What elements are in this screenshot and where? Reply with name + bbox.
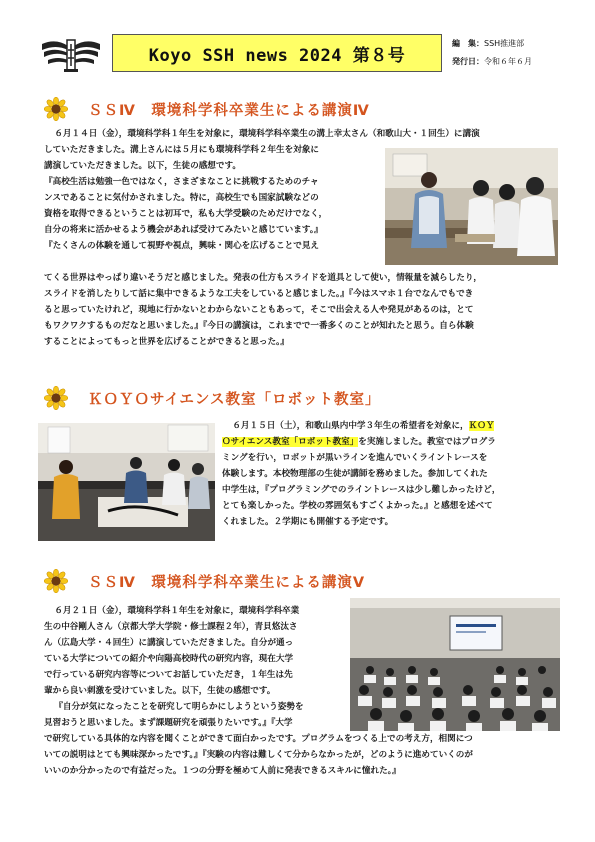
section-1-title: ＳＳⅣ 環境科学科卒業生による講演Ⅳ: [88, 102, 370, 119]
text-line: ん（広島大学・４回生）に講演していただきました。自分が通っ: [44, 638, 294, 648]
text-line: ると思っていたけれど，現地に行かないとわからないこともあって，そこで出会える人や発見があるのは，とて: [44, 305, 474, 315]
text-segment: ６月１５日（土），和歌山県内中学３年生の希望者を対象に，: [232, 421, 469, 431]
text-line: 生の中谷剛人さん（京都大学大学院・修士課程２年），青貝悠汰さ: [44, 622, 298, 632]
text-line: で研究している具体的な内容を聞くことができて面白かったです。プログラムをつくる上での考え方，相関につ: [44, 734, 473, 744]
text-line: てくる世界はやっぱり違いそうだと感じました。発表の仕方もスライドを道具として使い，情報量を減らしたり，: [44, 273, 483, 283]
text-line: 『たくさんの体験を通して視野や視点，興味・関心を広げることで見え: [44, 241, 320, 251]
text-line: 輩から良い刺激を受けていました。以下，生徒の感想です。: [44, 686, 276, 696]
text-line: 講演していただきました。以下，生徒の感想です。: [44, 161, 241, 171]
text-line: もワクワクするものだなと思いました。』『今日の講演は，これまでで一番多くのことが知れたと思う。自ら体験: [44, 321, 474, 331]
newsletter-title: Koyo SSH news 2024 第８号: [112, 34, 442, 72]
lecture-hall-photo: [350, 598, 560, 731]
text-line: 体験します。本校物理部の生徒が講師を務めました。参加してくれた: [222, 469, 488, 479]
editor-value: SSH推進部: [484, 39, 525, 48]
editor-label: 編 集：: [452, 39, 484, 48]
section-3-title: ＳＳⅣ 環境科学科卒業生による講演Ⅴ: [88, 574, 366, 591]
issued-line: [452, 56, 532, 67]
robot-class-photo: [38, 423, 215, 541]
text-line: いての説明はとても興味深かったです。』『実験の内容は難しくて分からなかったが，どのように進めていくのが: [44, 750, 473, 760]
sunflower-icon: [44, 386, 68, 410]
section-3-text-narrow: [44, 603, 344, 731]
section-1-text-narrow: [44, 142, 379, 254]
text-line: 『高校生活は勉強一色ではなく，さまざまなことに挑戦するためのチャ: [44, 177, 319, 187]
text-line: スライドを消したりして話に集中できるような工夫をしていると感じました。』『今はスマホ１台でなんでもでき: [44, 289, 474, 299]
section-1-text-full: [44, 126, 558, 142]
section-1-text-bottom: [44, 270, 558, 350]
text-line: 自分の将来に活かせるよう機会があれば受けてみたいと感じています。』: [44, 225, 323, 235]
section-2-heading: [44, 385, 380, 411]
text-line: 見習おうと思いました。まず課題研究を頑張りたいです。』『大学: [44, 718, 293, 728]
text-line: とても楽しかった。学校の雰囲気もすごくよかった。』と感想を述べて: [222, 501, 493, 511]
sunflower-icon: [44, 569, 68, 593]
section-2-text: [222, 418, 560, 530]
text-line: 『自分が気になったことを研究して明らかにしようという姿勢を: [54, 702, 304, 712]
text-line: していただきました。溝上さんには５月にも環境科学科２年生を対象に: [44, 145, 320, 155]
text-line: くれました。２学期にも開催する予定です。: [222, 517, 394, 527]
text-line: ミングを行い，ロボットが黒いラインを進んでいくライントレースを: [222, 453, 488, 463]
section-2-title: ＫＯＹＯサイエンス教室「ロボット教室」: [88, 391, 381, 408]
event-name-highlight: ＫＯＹ: [468, 421, 495, 431]
section-3-heading: [44, 568, 365, 594]
text-line: ている大学についての紹介や向陽高校時代の研究内容，現在大学: [44, 654, 294, 664]
section-1-heading: [44, 96, 370, 122]
text-line: ６月１４日（金），環境科学科１年生を対象に，環境科学科卒業生の溝上幸太さん（和歌山大・１回生）に講演: [54, 129, 480, 139]
text-line: 資格を取得できるということは初耳で，私も大学受験のためだけでなく，: [44, 209, 328, 219]
issued-label: 発行日：: [452, 57, 484, 66]
issued-value: 令和６年６月: [484, 57, 532, 66]
text-line: ンスであることに気付かされました。特に，高校生でも国家試験などの: [44, 193, 319, 203]
lecture-photo-1: [385, 148, 558, 265]
text-line: [222, 418, 560, 434]
text-line: することによってもっと世界を広げることができると思った。』: [44, 337, 289, 347]
text-line: [222, 434, 560, 450]
editor-line: [452, 38, 524, 49]
event-name-highlight: Ｏサイエンス教室「ロボット教室」: [222, 437, 359, 447]
text-segment: を実施しました。教室ではプログラ: [358, 437, 496, 447]
text-line: ６月２１日（金），環境科学科１年生を対象に，環境科学科卒業: [54, 606, 300, 616]
section-3-text-bottom: [44, 731, 558, 779]
text-line: で行っている研究内容等についてお話していただき，１年生は先: [44, 670, 293, 680]
school-emblem-icon: [40, 36, 102, 74]
text-line: 中学生は，『プログラミングでのライントレースは少し難しかったけど，: [222, 485, 501, 495]
sunflower-icon: [44, 97, 68, 121]
text-line: いいのか分かったので有益だった。１つの分野を極めて人前に発表できるスキルに憧れた。』: [44, 766, 401, 776]
